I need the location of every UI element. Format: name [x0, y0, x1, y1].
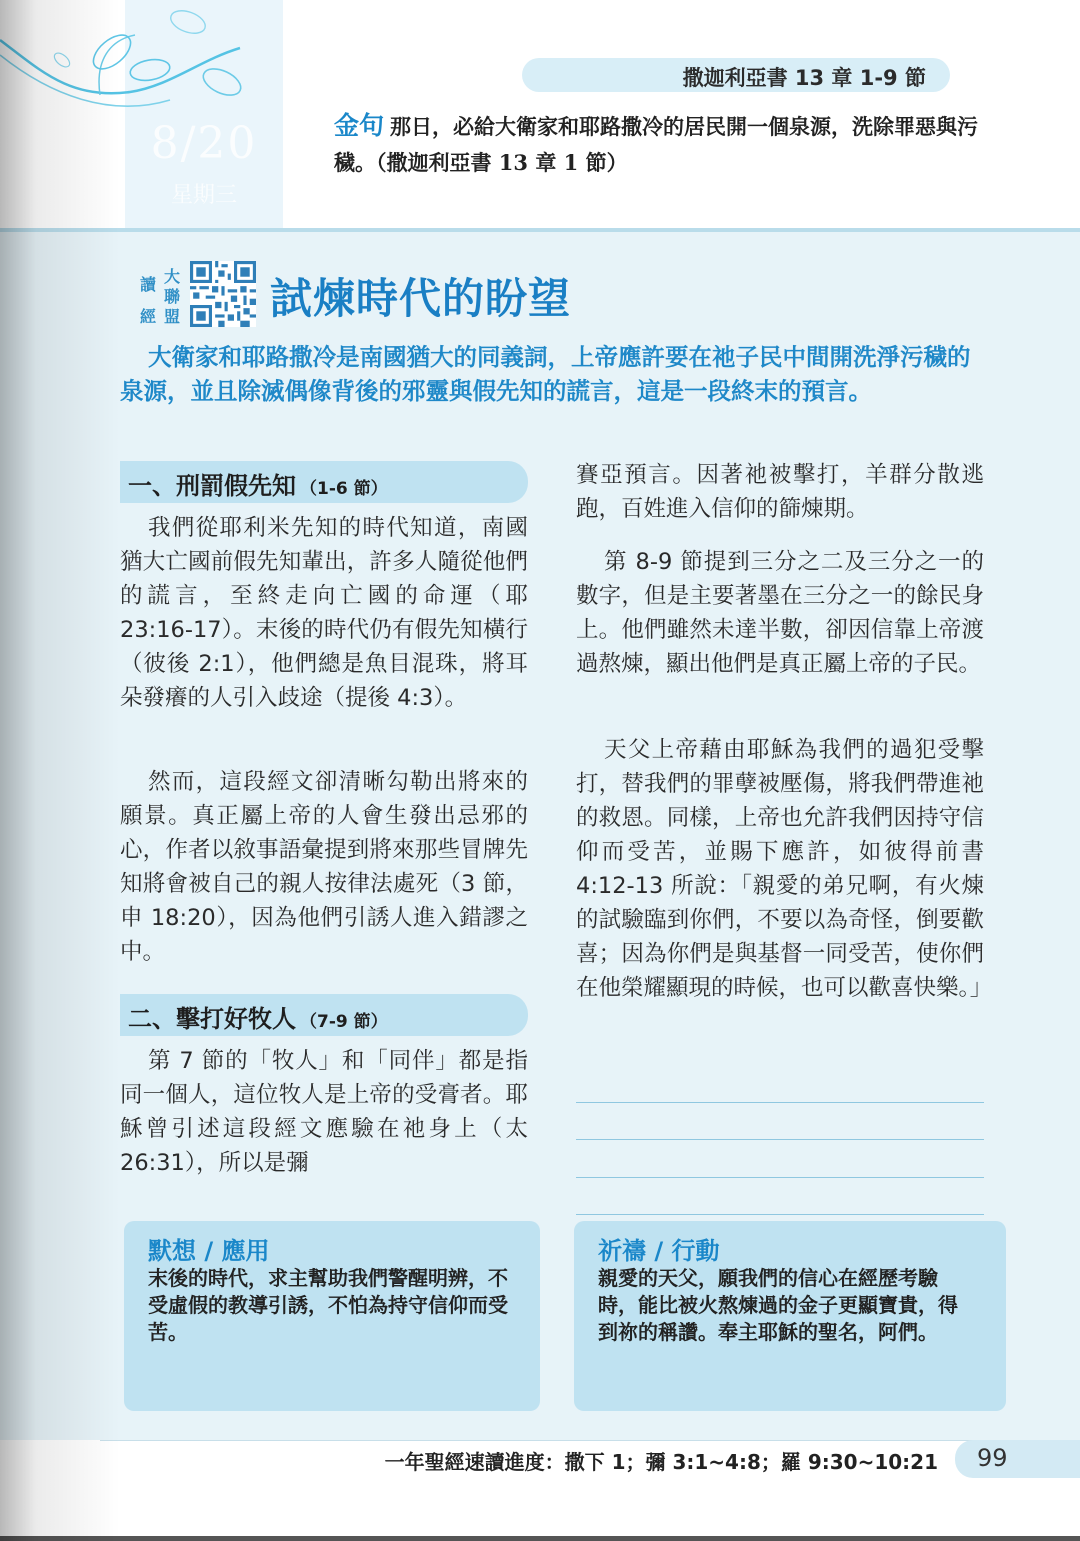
- divider: [0, 228, 1080, 232]
- prayer-text: 親愛的天父，願我們的信心在經歷考驗時，能比被火熬煉過的金子更顯寶貴，得到祢的稱讚。奉主耶穌的聖名，阿們。: [598, 1266, 958, 1344]
- floral-ornament-icon: [0, 0, 300, 140]
- paragraph: 天父上帝藉由耶穌為我們的過犯受擊打，替我們的罪孽被壓傷，將我們帶進祂的救恩。同樣，上帝也允許我們因持守信仰而受苦，並賜下應許，如彼得前書 4:12-13 所說：「親愛的弟兄啊，有火煉的試驗臨到你們，不要以為奇怪，倒要歡喜；因為你們是與基督一同受苦，使你們在他榮耀顯現的時候，也可以歡喜快樂。」: [576, 737, 993, 1001]
- reading-progress: 一年聖經速讀進度：撒下 1；彌 3:1~4:8；羅 9:30~10:21: [384, 1450, 938, 1474]
- paragraph-continued: 賽亞預言。因著祂被擊打，羊群分散逃跑，百姓進入信仰的篩煉期。: [576, 462, 984, 522]
- meditation-box: [124, 1221, 540, 1411]
- note-line: [576, 1102, 984, 1103]
- note-line: [576, 1177, 984, 1178]
- intro-paragraph: 大衛家和耶路撒冷是南國猶大的同義詞，上帝應許要在祂子民中間開洗淨污穢的泉源，並且除滅偶像背後的邪靈與假先知的謊言，這是一段終末的預言。: [120, 343, 971, 405]
- scripture-reference: 撒迦利亞書 13 章 1-9 節: [682, 66, 926, 90]
- note-line: [576, 1139, 984, 1140]
- scripture-reference-pill: [522, 58, 950, 92]
- main-content: [0, 228, 1080, 1440]
- qr-caption-char: 經: [140, 307, 157, 326]
- section-verse-range: （7-9 節）: [300, 1012, 388, 1032]
- footer: [0, 1440, 1080, 1541]
- qr-caption-char: 聯: [164, 287, 181, 306]
- section-heading-1: [120, 461, 528, 503]
- page-title: 試煉時代的盼望: [270, 274, 572, 323]
- golden-verse: [334, 108, 994, 181]
- paragraph: 然而，這段經文卻清晰勾勒出將來的願景。真正屬上帝的人會生發出忌邪的心，作者以敘事語彙提到將來那些冒牌先知將會被自己的親人按律法處死（3 節，申 18:20），因為他們引誘人進入錯謬之中。: [120, 769, 528, 965]
- qr-caption-char: 盟: [164, 307, 181, 326]
- divider: [100, 1440, 1080, 1441]
- section-heading-text: 二、擊打好牧人: [128, 1005, 296, 1033]
- meditation-text: 末後的時代，求主幫助我們警醒明辨，不受虛假的教導引誘，不怕為持守信仰而受苦。: [148, 1266, 508, 1344]
- prayer-title: 祈禱 / 行動: [598, 1237, 720, 1265]
- note-line: [576, 1214, 984, 1215]
- weekday-label: 星期三: [170, 183, 237, 208]
- qr-caption-char: 大: [164, 267, 181, 286]
- paragraph: 第 7 節的「牧人」和「同伴」都是指同一個人，這位牧人是上帝的受膏者。耶穌曾引述這段經文應驗在祂身上（太 26:31），所以是彌: [120, 1048, 528, 1176]
- golden-verse-text: 那日，必給大衛家和耶路撒冷的居民開一個泉源，洗除罪惡與污穢。（撒迦利亞書 13 章 1 節）: [334, 114, 979, 175]
- qr-code-icon[interactable]: [190, 261, 256, 327]
- golden-verse-label: 金句: [334, 111, 385, 140]
- page-number-tab: [955, 1440, 1080, 1478]
- page-number: 99: [977, 1444, 1008, 1472]
- section-heading-2: [120, 994, 528, 1036]
- prayer-box: [574, 1221, 1006, 1411]
- section-verse-range: （1-6 節）: [300, 479, 388, 499]
- page-edge: [0, 1536, 1080, 1541]
- qr-caption: [140, 268, 190, 328]
- section-heading-text: 一、刑罰假先知: [128, 472, 296, 500]
- header-area: [0, 0, 1080, 228]
- paragraph: 我們從耶利米先知的時代知道，南國猶大亡國前假先知輩出，許多人隨從他們的謊言，至終走向亡國的命運（耶 23:16-17）。末後的時代仍有假先知橫行（彼後 2:1），他們總是魚目混珠，將耳朵發癢的人引入歧途（提後 4:3）。: [120, 515, 528, 711]
- date-label: 8/20: [150, 118, 258, 169]
- qr-caption-char: 讀: [140, 275, 157, 294]
- meditation-title: 默想 / 應用: [148, 1237, 270, 1265]
- paragraph: 第 8-9 節提到三分之二及三分之一的數字，但是主要著墨在三分之一的餘民身上。他們雖然未達半數，卻因信靠上帝渡過熬煉，顯出他們是真正屬上帝的子民。: [576, 549, 984, 677]
